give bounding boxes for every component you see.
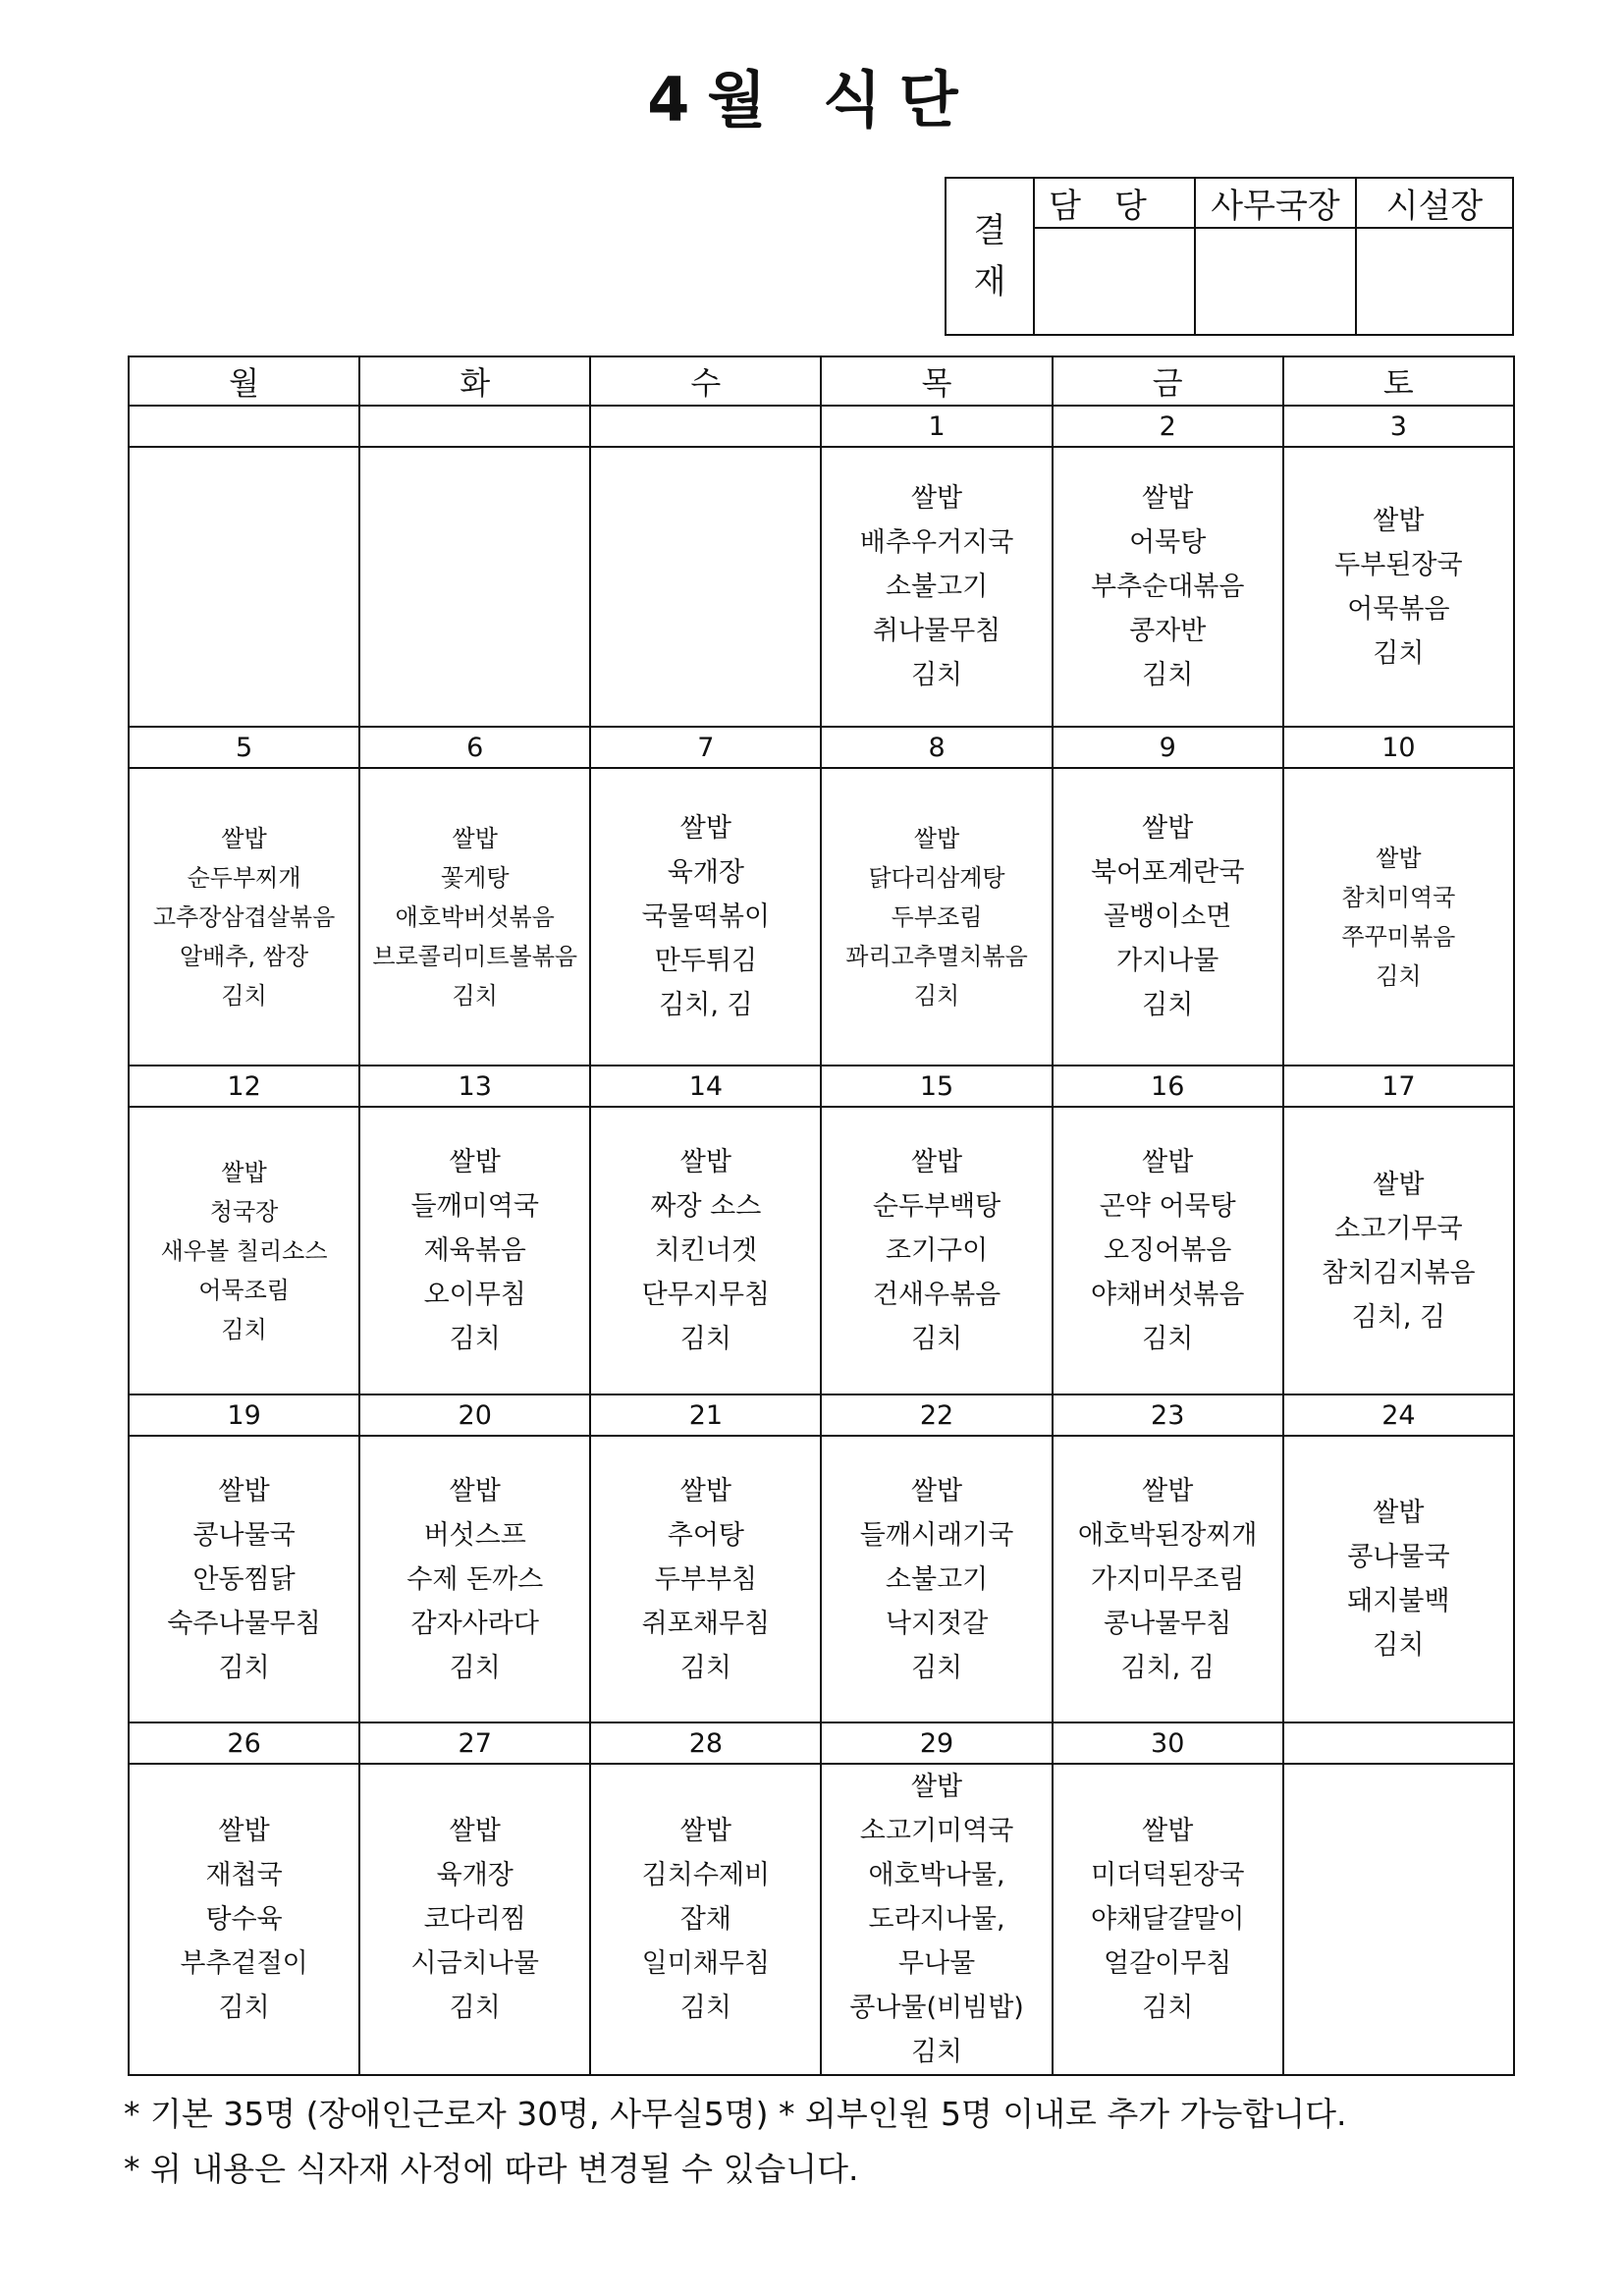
meal-cell: [1053, 1436, 1283, 1722]
meal-item: 곤약 어묵탕: [1099, 1191, 1236, 1222]
meal-row: [129, 1107, 1514, 1394]
meal-row: [129, 1764, 1514, 2075]
meal-item: 쌀밥: [1373, 1169, 1425, 1200]
meal-cell: [590, 447, 821, 727]
date-cell: 10: [1283, 727, 1514, 768]
meal-item: 코다리찜: [423, 1904, 526, 1935]
meal-cell: [359, 768, 590, 1066]
meal-item: 버섯스프: [423, 1519, 526, 1551]
date-cell: 1: [821, 406, 1052, 447]
meal-item: 김치: [910, 1324, 963, 1354]
meal-item: 오이무침: [423, 1280, 526, 1310]
date-row: [129, 1066, 1514, 1107]
date-cell: 7: [590, 727, 821, 768]
meal-item: 조기구이: [885, 1235, 989, 1266]
meal-item: 소고기미역국: [859, 1816, 1014, 1846]
meal-item: 김치: [1142, 1324, 1194, 1354]
meal-item: 육개장: [667, 857, 745, 888]
meal-item: 낙지젓갈: [885, 1608, 989, 1639]
meal-item: 쌀밥: [1373, 1498, 1425, 1528]
meal-item: 김치: [449, 1993, 501, 2023]
note-line: * 기본 35명 (장애인근로자 30명, 사무실5명) * 외부인원 5명 이내로 추가 가능합니다.: [124, 2095, 1347, 2133]
meal-cell: [1283, 447, 1514, 727]
day-header: 월: [129, 356, 359, 406]
meal-item: 수제 돈까스: [406, 1563, 544, 1595]
approval-signature-director: [1356, 228, 1513, 335]
meal-item: 야채달걀말이: [1090, 1904, 1245, 1935]
meal-item: 만두튀김: [654, 946, 758, 976]
approval-role-director: 시설장: [1356, 178, 1513, 228]
meal-cell: [1283, 1107, 1514, 1394]
meal-item: 야채버섯볶음: [1090, 1280, 1245, 1310]
meal-item: 잡채: [679, 1904, 731, 1935]
date-cell: [590, 406, 821, 447]
meal-item: 김치: [910, 660, 963, 690]
meal-item: 두부된장국: [1334, 549, 1463, 580]
date-cell: 14: [590, 1066, 821, 1107]
approval-role-secretary-general: 사무국장: [1195, 178, 1356, 228]
day-header: 화: [359, 356, 590, 406]
day-header-row: [129, 356, 1514, 406]
meal-item: 돼지불백: [1347, 1586, 1450, 1616]
meal-cell: [1053, 1764, 1283, 2075]
meal-item: 쌀밥: [449, 1147, 501, 1177]
meal-cell: [590, 1107, 821, 1394]
approval-signature-manager: [1034, 228, 1195, 335]
meal-item: 일미채무침: [641, 1948, 771, 1979]
meal-cell: [129, 768, 359, 1066]
meal-item: 취나물무침: [872, 616, 1001, 646]
date-cell: 24: [1283, 1394, 1514, 1436]
menu-table: [128, 355, 1515, 2076]
date-row: [129, 1722, 1514, 1764]
meal-item: 콩나물무침: [1103, 1608, 1232, 1639]
approval-signature-secretary-general: [1195, 228, 1356, 335]
meal-item: 배추우거지국: [859, 527, 1014, 558]
meal-item: 김치: [1142, 1993, 1194, 2023]
meal-cell: [129, 1107, 359, 1394]
meal-item: 김치: [221, 981, 267, 1010]
meal-item: 콩나물(비빔밥): [849, 1993, 1024, 2023]
date-cell: 6: [359, 727, 590, 768]
meal-item: 쌀밥: [452, 824, 498, 852]
meal-cell: [359, 1436, 590, 1722]
meal-item: 김치, 김: [1351, 1301, 1446, 1333]
meal-item: 소불고기: [885, 1563, 989, 1595]
meal-cell: [129, 447, 359, 727]
date-cell: 21: [590, 1394, 821, 1436]
meal-item: 김치수제비: [641, 1860, 771, 1890]
meal-item: 북어포계란국: [1090, 857, 1245, 888]
meal-item: 김치, 김: [1120, 1652, 1215, 1683]
meal-item: 미더덕된장국: [1090, 1860, 1245, 1890]
date-cell: 2: [1053, 406, 1283, 447]
meal-cell: [590, 768, 821, 1066]
meal-item: 도라지나물,: [868, 1904, 1005, 1935]
meal-item: 브로콜리미트볼볶음: [372, 942, 578, 970]
meal-item: 가지나물: [1116, 946, 1219, 976]
approval-side-text: 결 재: [973, 211, 1006, 301]
meal-item: 쌀밥: [1142, 1816, 1194, 1846]
meal-item: 김치: [679, 1324, 731, 1354]
meal-item: 쌀밥: [218, 1816, 270, 1846]
meal-item: 쌀밥: [221, 1158, 267, 1186]
meal-item: 쌀밥: [910, 483, 963, 514]
meal-cell: [1053, 447, 1283, 727]
meal-item: 짜장 소스: [650, 1191, 762, 1222]
meal-row: [129, 1436, 1514, 1722]
meal-item: 김치: [913, 981, 960, 1010]
meal-item: 어묵볶음: [1347, 593, 1450, 625]
meal-item: 쌀밥: [913, 824, 960, 852]
date-row: [129, 727, 1514, 768]
date-cell: 29: [821, 1722, 1052, 1764]
date-cell: [1283, 1722, 1514, 1764]
meal-cell: [590, 1436, 821, 1722]
meal-item: 김치: [910, 1652, 963, 1683]
meal-item: 애호박된장찌개: [1077, 1519, 1258, 1551]
date-cell: 19: [129, 1394, 359, 1436]
meal-item: 부추순대볶음: [1090, 572, 1245, 602]
notes: [124, 2087, 1347, 2197]
meal-row: [129, 768, 1514, 1066]
date-cell: [129, 406, 359, 447]
meal-item: 닭다리삼계탕: [868, 863, 1005, 892]
meal-cell: [821, 1107, 1052, 1394]
meal-item: 제육볶음: [423, 1235, 526, 1266]
meal-item: 쌀밥: [1142, 1475, 1194, 1506]
date-cell: 9: [1053, 727, 1283, 768]
meal-item: 김치: [218, 1993, 270, 2023]
date-cell: 8: [821, 727, 1052, 768]
meal-cell: [1283, 768, 1514, 1066]
approval-role-manager: 담당: [1034, 178, 1195, 228]
meal-item: 애호박버섯볶음: [395, 902, 555, 931]
meal-cell: [590, 1764, 821, 2075]
meal-item: 김치: [679, 1993, 731, 2023]
meal-item: 국물떡볶이: [641, 902, 771, 932]
meal-item: 탕수육: [205, 1904, 283, 1935]
meal-item: 김치: [679, 1652, 731, 1683]
date-cell: 12: [129, 1066, 359, 1107]
meal-item: 참치김지볶음: [1322, 1257, 1476, 1288]
date-cell: 3: [1283, 406, 1514, 447]
page-title: 4월 식단: [647, 64, 976, 136]
meal-item: 쌀밥: [679, 1816, 731, 1846]
meal-item: 쌀밥: [1373, 505, 1425, 536]
meal-item: 김치: [1142, 660, 1194, 690]
meal-item: 쌀밥: [910, 1147, 963, 1177]
meal-item: 두부부침: [654, 1563, 758, 1595]
meal-item: 쌀밥: [910, 1772, 963, 1802]
meal-item: 김치: [449, 1652, 501, 1683]
meal-item: 쥐포채무침: [641, 1608, 771, 1639]
meal-item: 건새우볶음: [872, 1280, 1001, 1310]
meal-item: 쌀밥: [449, 1816, 501, 1846]
meal-item: 김치: [221, 1315, 267, 1343]
meal-item: 들깨미역국: [410, 1191, 539, 1222]
date-cell: 16: [1053, 1066, 1283, 1107]
meal-item: 쌀밥: [218, 1475, 270, 1506]
meal-item: 가지미무조림: [1090, 1563, 1245, 1595]
date-cell: 30: [1053, 1722, 1283, 1764]
meal-item: 어묵조림: [198, 1276, 290, 1304]
meal-item: 쌀밥: [1142, 813, 1194, 844]
meal-item: 소고기무국: [1334, 1213, 1463, 1244]
meal-item: 고추장삼겹살볶음: [152, 902, 336, 931]
date-cell: 20: [359, 1394, 590, 1436]
meal-cell: [1053, 768, 1283, 1066]
meal-item: 김치: [1376, 961, 1422, 990]
meal-item: 쌀밥: [910, 1475, 963, 1506]
date-cell: 15: [821, 1066, 1052, 1107]
meal-item: 안동찜닭: [192, 1563, 296, 1595]
meal-item: 소불고기: [885, 572, 989, 602]
meal-item: 순두부찌개: [187, 863, 301, 892]
date-cell: 28: [590, 1722, 821, 1764]
meal-item: 쌀밥: [679, 1475, 731, 1506]
meal-item: 단무지무침: [641, 1280, 771, 1310]
meal-item: 부추겉절이: [180, 1948, 308, 1979]
meal-item: 두부조림: [891, 902, 983, 931]
date-cell: 26: [129, 1722, 359, 1764]
meal-item: 재첩국: [205, 1860, 283, 1890]
meal-cell: [1283, 1764, 1514, 2075]
meal-item: 김치: [1142, 990, 1194, 1020]
day-header: 금: [1053, 356, 1283, 406]
meal-item: 김치, 김: [659, 990, 753, 1020]
meal-item: 쭈꾸미볶음: [1341, 922, 1456, 951]
meal-item: 순두부백탕: [872, 1191, 1001, 1222]
meal-item: 어묵탕: [1129, 527, 1207, 558]
meal-item: 꽈리고추멸치볶음: [845, 942, 1028, 970]
meal-item: 쌀밥: [679, 813, 731, 844]
day-header: 토: [1283, 356, 1514, 406]
meal-item: 쌀밥: [449, 1475, 501, 1506]
day-header: 목: [821, 356, 1052, 406]
meal-item: 들깨시래기국: [859, 1519, 1014, 1551]
meal-item: 김치: [449, 1324, 501, 1354]
meal-item: 골뱅이소면: [1103, 902, 1232, 932]
meal-item: 새우볼 칠리소스: [160, 1236, 328, 1265]
meal-cell: [1283, 1436, 1514, 1722]
meal-item: 오징어볶음: [1103, 1235, 1232, 1266]
meal-item: 콩나물국: [1347, 1542, 1450, 1572]
meal-item: 김치: [910, 2037, 963, 2067]
meal-item: 육개장: [436, 1860, 514, 1890]
meal-item: 쌀밥: [1142, 1147, 1194, 1177]
meal-item: 시금치나물: [410, 1948, 539, 1979]
meal-item: 김치: [218, 1652, 270, 1683]
meal-item: 쌀밥: [1142, 483, 1194, 514]
date-row: [129, 1394, 1514, 1436]
meal-cell: [359, 1107, 590, 1394]
meal-item: 숙주나물무침: [167, 1608, 321, 1639]
meal-row: [129, 447, 1514, 727]
date-cell: [359, 406, 590, 447]
note-line: * 위 내용은 식자재 사정에 따라 변경될 수 있습니다.: [124, 2150, 859, 2188]
date-cell: 17: [1283, 1066, 1514, 1107]
meal-item: 추어탕: [667, 1519, 745, 1551]
meal-item: 알배추, 쌈장: [179, 942, 309, 970]
meal-item: 감자사라다: [410, 1608, 539, 1639]
meal-item: 무나물: [897, 1948, 976, 1979]
meal-cell: [129, 1764, 359, 2075]
date-cell: 5: [129, 727, 359, 768]
date-cell: 22: [821, 1394, 1052, 1436]
day-header: 수: [590, 356, 821, 406]
meal-item: 콩자반: [1129, 616, 1207, 646]
meal-item: 꽃게탕: [440, 863, 510, 892]
meal-item: 김치: [1373, 1630, 1425, 1661]
meal-cell: [1053, 1107, 1283, 1394]
date-row: [129, 406, 1514, 447]
meal-item: 쌀밥: [1376, 844, 1422, 872]
meal-cell: [821, 1436, 1052, 1722]
meal-cell: [359, 1764, 590, 2075]
meal-cell: [821, 447, 1052, 727]
date-cell: 23: [1053, 1394, 1283, 1436]
meal-item: 콩나물국: [192, 1519, 296, 1551]
meal-item: 애호박나물,: [868, 1860, 1005, 1890]
date-cell: 13: [359, 1066, 590, 1107]
meal-item: 치킨너겟: [654, 1235, 758, 1266]
meal-cell: [129, 1436, 359, 1722]
date-cell: 27: [359, 1722, 590, 1764]
approval-box: [945, 177, 1514, 336]
meal-item: 참치미역국: [1341, 883, 1456, 911]
meal-item: 김치: [1373, 637, 1425, 669]
meal-item: 얼갈이무침: [1103, 1948, 1232, 1979]
meal-item: 청국장: [209, 1197, 279, 1226]
meal-cell: [821, 768, 1052, 1066]
approval-side-label: [946, 178, 1034, 335]
meal-cell: [821, 1764, 1052, 2075]
meal-item: 쌀밥: [221, 824, 267, 852]
meal-item: 김치: [452, 981, 498, 1010]
meal-item: 쌀밥: [679, 1147, 731, 1177]
meal-cell: [359, 447, 590, 727]
